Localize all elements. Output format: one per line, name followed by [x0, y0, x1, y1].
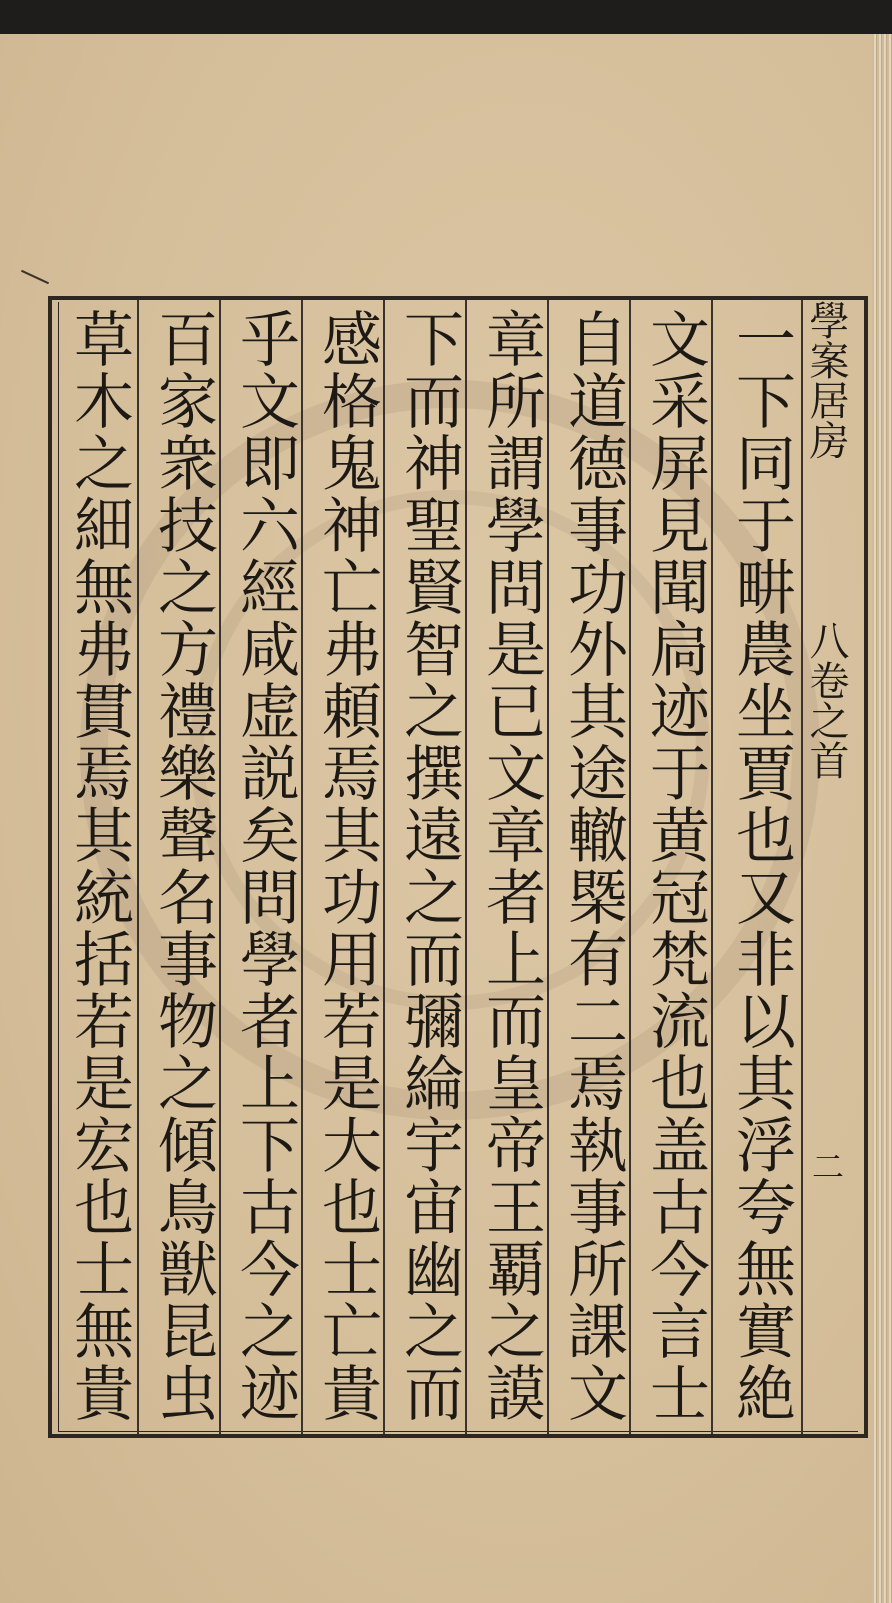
text-column-3: 自道德事功外其途轍槩有二焉執事所課文	[558, 308, 628, 1424]
page-number: 二	[807, 1150, 845, 1182]
text-column-1: 一下同于畊農坐賈也又非以其浮夸無實絶	[726, 308, 796, 1424]
volume-label: 八卷之首	[803, 620, 849, 780]
text-column-5: 下而神聖賢智之撰遠之而彌綸宇宙幽之而	[394, 308, 464, 1424]
column-divider	[137, 300, 139, 1434]
page-edge-stack	[872, 34, 892, 1603]
text-column-4: 章所謂學問是已文章者上而皇帝王覇之謨	[476, 308, 546, 1424]
text-column-6: 感格鬼神亡弗頼焉其功用若是大也士亡貴	[312, 308, 382, 1424]
text-column-8: 百家衆技之方禮樂聲名事物之傾鳥獣昆虫	[148, 308, 218, 1424]
text-column-2: 文采屏見聞扃迹于黄冠梵流也盖古今言士	[640, 308, 710, 1424]
book-title: 學案居房	[803, 300, 849, 460]
text-column-9: 草木之細無弗貫焉其統括若是宏也士無貴	[64, 308, 134, 1424]
text-column-7: 乎文即六經咸虚説矣問學者上下古今之迹	[230, 308, 300, 1424]
